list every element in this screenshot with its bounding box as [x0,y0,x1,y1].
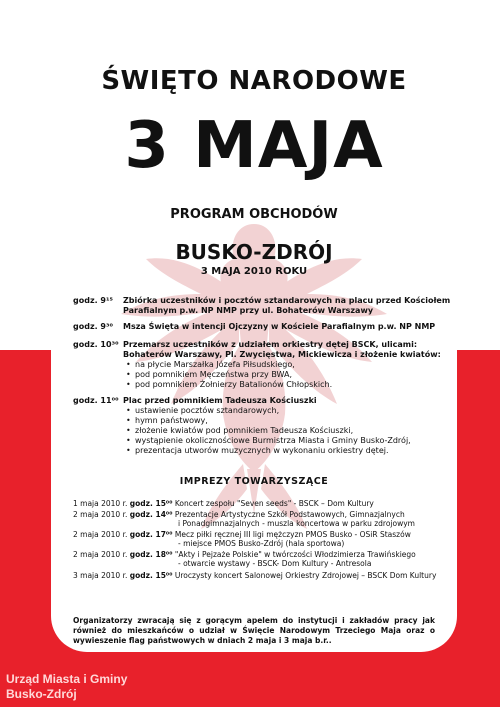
schedule-desc [123,396,453,456]
organizer-line: Busko-Zdrój [6,687,77,701]
list-item: • złożenie kwiatów pod pomnikiem Tadeusza Kościuszki, [123,426,453,436]
poster-headline: 3 MAJA [124,109,384,183]
event-row-time: godz. 15⁰⁰ [129,499,173,508]
event-row-time: godz. 17⁰⁰ [129,530,173,539]
organizer-line: Urząd Miasta i Gminy [6,672,128,686]
schedule-time: godz. 10³⁰ [73,340,119,349]
schedule-desc-text: Przemarsz uczestników z udziałem orkiestry dętej BSCK, ulicami: Bohaterów Warszawy, Pl. Zwycięstwa, Mickiewicza i złożenie kwiatów: [123,340,441,359]
schedule-desc-text: Zbiórka uczestników i pocztów sztandarowych na placu przed Kościołem Parafialnym p.w. NP NMP przy ul. Bohaterów Warszawy [123,296,451,315]
event-row-time: godz. 15⁰⁰ [129,571,173,580]
event-row-date: 2 maja 2010 r. [73,510,128,519]
event-row-date: 1 maja 2010 r. [73,499,128,508]
event-row-time: godz. 18⁰⁰ [129,550,173,559]
schedule-desc-text: Msza Święta w intencji Ojczyzny w Kościele Parafialnym p.w. NP NMP [123,322,436,331]
bullet-list [123,406,453,456]
list-item: • na płycie Marszałka Józefa Piłsudskiego, [123,360,453,370]
list-item: • hymn państwowy, [123,416,453,426]
poster-content [51,44,457,652]
event-row-text: - otwarcie wystawy - BSCK- Dom Kultury - Antresola [178,559,372,568]
event-row-date: 2 maja 2010 r. [73,550,128,559]
event-row-text: Uroczysty koncert Salonowej Orkiestry Zdrojowej – BSCK Dom Kultury [174,571,437,580]
list-item: • wystąpienie okolicznościowe Burmistrza Miasta i Gminy Busko-Zdrój, [123,436,453,446]
list-item: • ustawienie pocztów sztandarowych, [123,406,453,416]
event-row [73,510,453,528]
event-row [73,530,453,548]
poster-card [51,44,457,652]
event-row-text: "Akty i Pejzaże Polskie" w twórczości Włodzimierza Trawińskiego [174,550,416,559]
schedule-desc [123,322,453,332]
schedule-time: godz. 9³⁰ [73,322,114,331]
schedule-desc [123,340,453,390]
bullet-list [123,360,453,390]
event-row-text: - miejsce PMOS Busko-Zdrój (hala sportowa) [178,539,345,548]
list-item: • pod pomnikiem Żołnierzy Batalionów Chłopskich. [123,380,453,390]
list-item: • prezentacja utworów muzycznych w wykonaniu orkiestry dętej. [123,446,453,456]
event-row-text: i Ponadgimnazjalnych - muszla koncertowa w parku zdrojowym [178,519,415,528]
organizer-label [6,672,206,702]
event-row-text: Prezentacje Artystyczne Szkół Podstawowych, Gimnazjalnych [174,510,405,519]
poster-title: ŚWIĘTO NARODOWE [101,66,407,96]
event-row-date: 3 maja 2010 r. [73,571,128,580]
event-row [73,499,453,508]
schedule-time: godz. 11⁰⁰ [73,396,119,405]
event-date: 3 MAJA 2010 ROKU [200,266,308,277]
schedule-time: godz. 9¹⁵ [73,296,114,305]
events-title: IMPREZY TOWARZYSZĄCE [179,476,329,487]
event-row-text: Koncert zespołu "Seven seeds" - BSCK – Dom Kultury [174,499,374,508]
event-row-date: 2 maja 2010 r. [73,530,128,539]
event-row-time: godz. 14⁰⁰ [129,510,173,519]
schedule-desc [123,296,453,316]
town-name: BUSKO-ZDRÓJ [175,240,333,264]
list-item: • pod pomnikiem Męczeństwa przy BWA, [123,370,453,380]
appeal-note: Organizatorzy zwracają się z gorącym apelem do instytucji i zakładów pracy jak również do mieszkańców o udział w Święcie Narodowym Trzeciego Maja oraz o wywieszenie flag państwowych w dniach 2 maja i 3 maja b.r.. [73,616,435,645]
event-row [73,550,453,568]
event-row [73,571,453,580]
schedule-desc-text: Plac przed pomnikiem Tadeusza Kościuszki [123,396,317,405]
event-row-text: Mecz piłki ręcznej III ligi mężczyzn PMOS Busko - OSiR Staszów [174,530,411,539]
program-subtitle: PROGRAM OBCHODÓW [170,207,338,222]
